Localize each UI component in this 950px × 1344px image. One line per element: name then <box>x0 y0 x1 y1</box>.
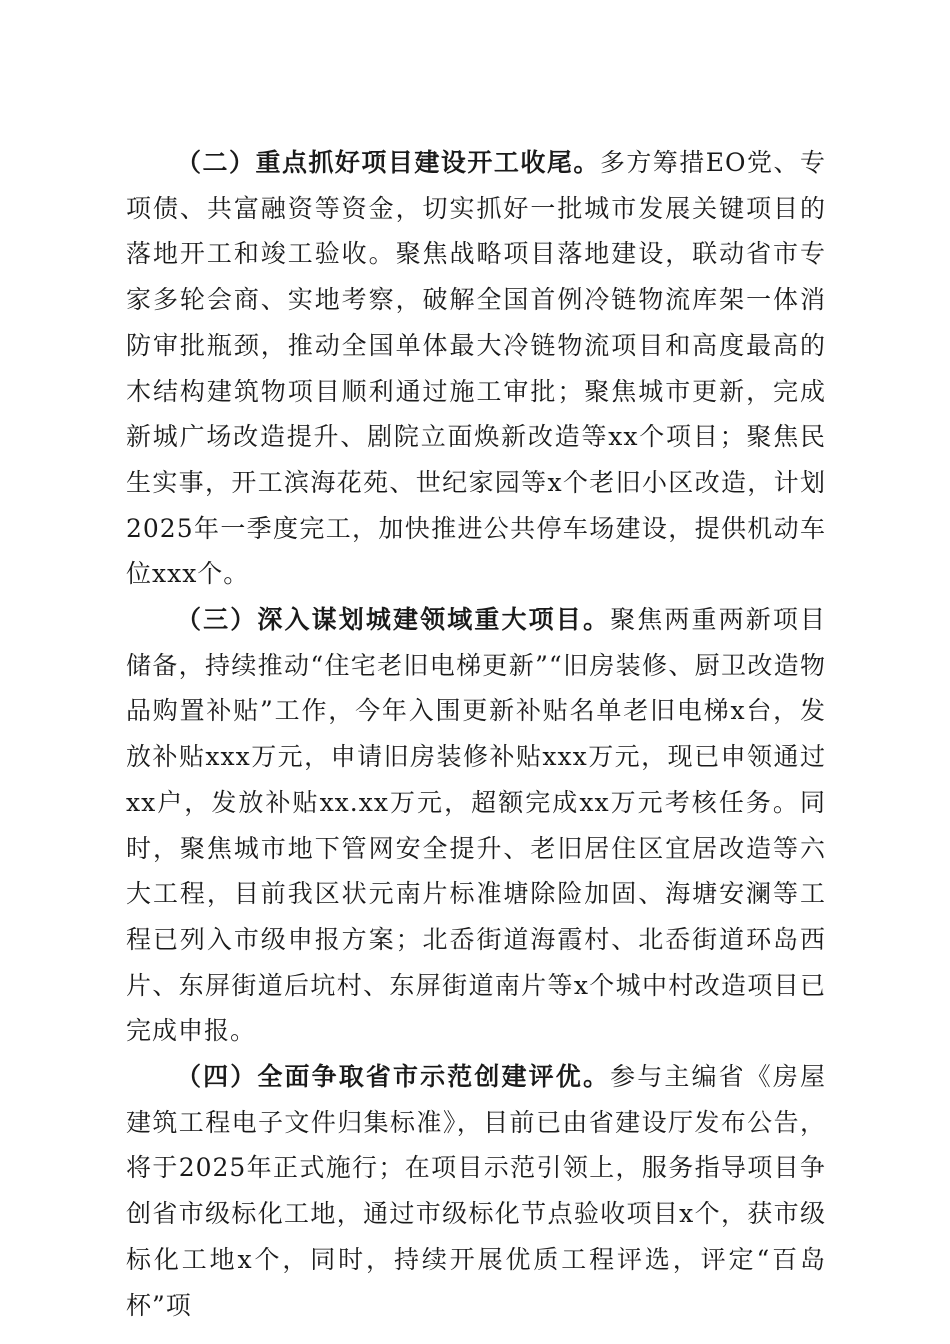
paragraph-demonstration-awards <box>126 1054 826 1328</box>
paragraph-text: 多方筹措EO党、专项债、共富融资等资金，切实抓好一批城市发展关键项目的落地开工和竣工验收。聚焦战略项目落地建设，联动省市专家多轮会商、实地考察，破解全国首例冷链物流库架一体消防审批瓶颈，推动全国单体最大冷链物流项目和高度最高的木结构建筑物项目顺利通过施工审批；聚焦城市更新，完成新城广场改造提升、剧院立面焕新改造等xx个项目；聚焦民生实事，开工滨海花苑、世纪家园等x个老旧小区改造，计划2025年一季度完工，加快推进公共停车场建设，提供机动车位xxx个。 <box>126 148 826 589</box>
paragraph-major-projects <box>126 597 826 1054</box>
paragraph-project-construction <box>126 140 826 597</box>
paragraph-text: 参与主编省《房屋建筑工程电子文件归集标准》，目前已由省建设厅发布公告，将于2025年正式施行；在项目示范引领上，服务指导项目争创省市级标化工地，通过市级标化节点验收项目x个，获市级标化工地x个，同时，持续开展优质工程评选，评定“百岛杯”项 <box>126 1062 826 1320</box>
paragraph-heading: （四）全面争取省市示范创建评优。 <box>176 1062 611 1092</box>
paragraph-text: 聚焦两重两新项目储备，持续推动“住宅老旧电梯更新”“旧房装修、厨卫改造物品购置补贴”工作，今年入围更新补贴名单老旧电梯x台，发放补贴xxx万元，申请旧房装修补贴xxx万元，现已申领通过xx户，发放补贴xx.xx万元，超额完成xx万元考核任务。同时，聚焦城市地下管网安全提升、老旧居住区宜居改造等六大工程，目前我区状元南片标准塘除险加固、海塘安澜等工程已列入市级申报方案；北岙街道海霞村、北岙街道环岛西片、东屏街道后坑村、东屏街道南片等x个城中村改造项目已完成申报。 <box>126 605 826 1046</box>
document-body <box>126 140 826 1328</box>
paragraph-heading: （二）重点抓好项目建设开工收尾。 <box>176 148 600 177</box>
paragraph-heading: （三）深入谋划城建领域重大项目。 <box>176 605 611 635</box>
